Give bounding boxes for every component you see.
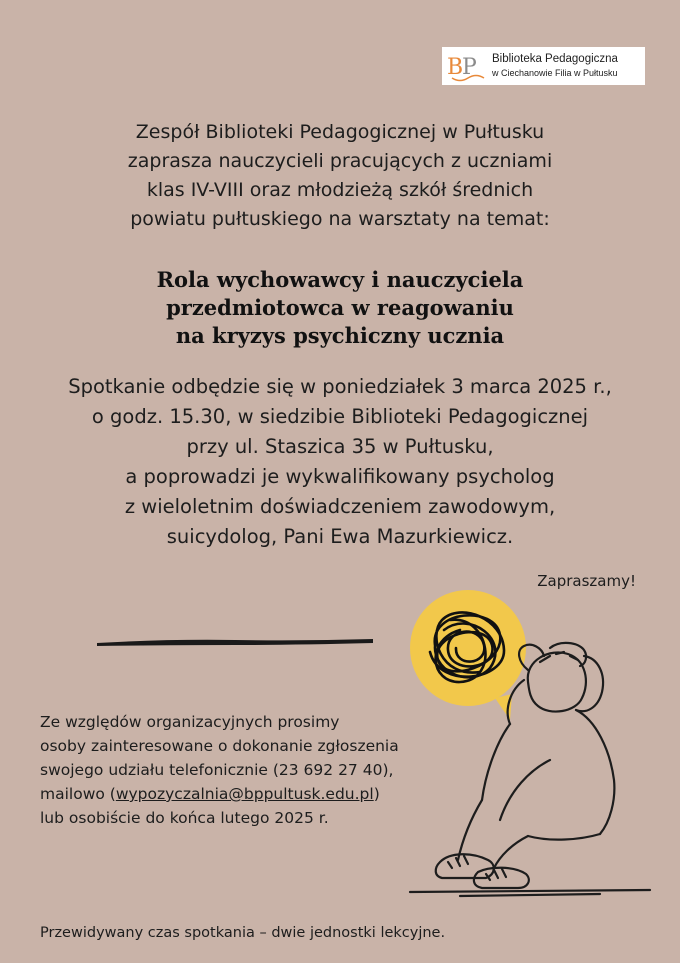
details-line: suicydolog, Pani Ewa Mazurkiewicz. [166, 525, 514, 548]
title-line: Rola wychowawcy i nauczyciela [156, 267, 524, 292]
registration-line: lub osobiście do końca lutego 2025 r. [40, 809, 329, 827]
meeting-duration: Przewidywany czas spotkania – dwie jednostki lekcyjne. [40, 925, 446, 941]
workshop-title [40, 266, 640, 350]
intro-paragraph [40, 118, 640, 234]
details-line: z wieloletnim doświadczeniem zawodowym, [124, 495, 556, 518]
registration-line: osoby zainteresowane o dokonanie zgłoszenia [40, 737, 399, 755]
intro-line: powiatu pułtuskiego na warsztaty na temat: [130, 208, 550, 230]
library-logo [442, 47, 645, 85]
registration-email-line [40, 782, 460, 806]
intro-line: klas IV-VIII oraz młodzieżą szkół średnich [146, 179, 534, 201]
invite-text: Zapraszamy! [537, 572, 636, 590]
details-line: Spotkanie odbędzie się w poniedziałek 3 marca 2025 r., [68, 375, 612, 398]
svg-text:P: P [462, 55, 477, 80]
library-logo-icon [442, 47, 492, 85]
library-logo-text [492, 52, 618, 80]
registration-info [40, 710, 460, 830]
thought-bubble [410, 590, 526, 706]
logo-line-1: Biblioteka Pedagogiczna [492, 53, 618, 65]
email-suffix: ) [373, 785, 380, 803]
brush-divider [95, 634, 375, 648]
email-link[interactable]: wypozyczalnia@bppultusk.edu.pl [115, 785, 374, 803]
title-line: przedmiotowca w reagowaniu [166, 295, 514, 320]
details-line: przy ul. Staszica 35 w Pułtusku, [186, 435, 494, 458]
logo-line-2: w Ciechanowie Filia w Pułtusku [492, 68, 618, 78]
registration-line: Ze względów organizacyjnych prosimy [40, 713, 340, 731]
title-line: na kryzys psychiczny ucznia [175, 323, 505, 348]
meeting-details [15, 372, 665, 552]
intro-line: Zespół Biblioteki Pedagogicznej w Pułtusku [135, 121, 545, 143]
intro-line: zaprasza nauczycieli pracujących z uczniami [127, 150, 553, 172]
email-prefix: mailowo ( [40, 785, 116, 803]
registration-line: swojego udziału telefonicznie (23 692 27 40), [40, 761, 394, 779]
svg-text:B: B [447, 55, 464, 80]
details-line: a poprowadzi je wykwalifikowany psycholog [125, 465, 555, 488]
details-line: o godz. 15.30, w siedzibie Biblioteki Pedagogicznej [91, 405, 589, 428]
